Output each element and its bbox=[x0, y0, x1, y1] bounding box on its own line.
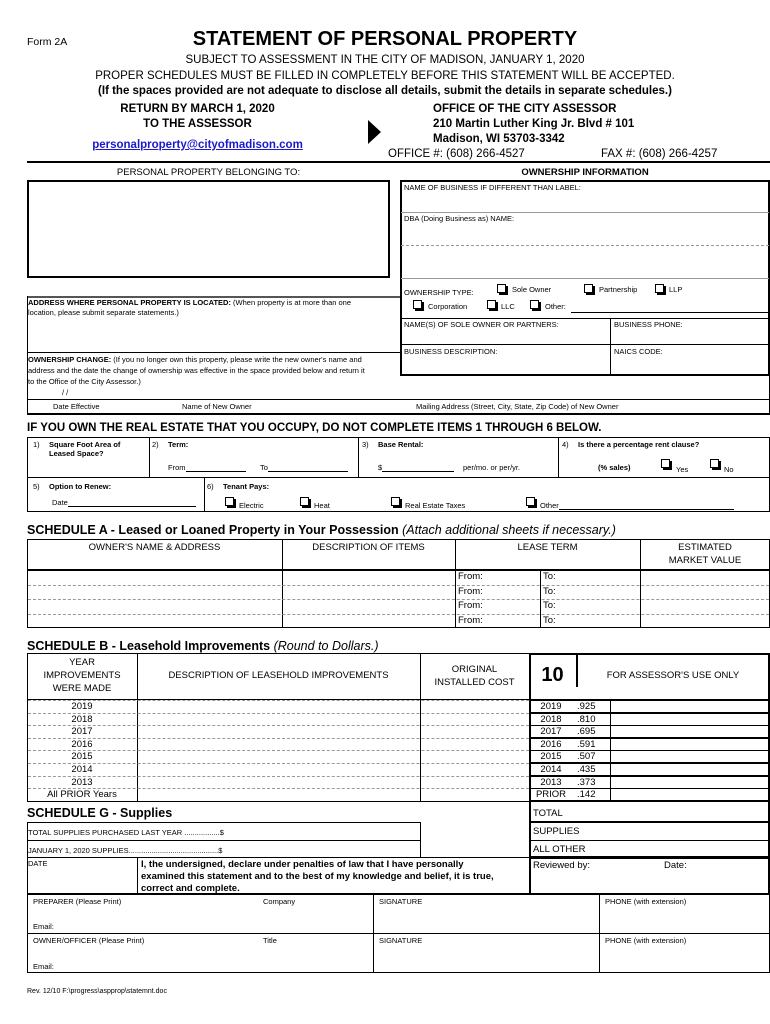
divider bbox=[28, 585, 769, 586]
schedule-b-note: (Round to Dollars.) bbox=[273, 639, 379, 653]
page-title: STATEMENT OF PERSONAL PROPERTY bbox=[192, 28, 578, 50]
electric-label: Electric bbox=[239, 501, 264, 510]
partnership-checkbox[interactable] bbox=[584, 284, 593, 293]
assessor-year: 2015 bbox=[540, 751, 562, 763]
office-fax: FAX #: (608) 266-4257 bbox=[601, 148, 718, 160]
col-year-1: YEAR bbox=[69, 657, 95, 668]
divider bbox=[27, 840, 421, 841]
item5-label: Option to Renew: bbox=[49, 482, 112, 491]
january-supplies[interactable]: JANUARY 1, 2020 SUPPLIES...........................................$ bbox=[28, 846, 223, 855]
business-description-label: BUSINESS DESCRIPTION: bbox=[404, 347, 498, 356]
year-cell: 2017 bbox=[71, 726, 93, 738]
schedule-g-title: SCHEDULE G - Supplies bbox=[27, 806, 173, 820]
year-cell: 2019 bbox=[71, 701, 93, 712]
address-label-text: (When property is at more than one bbox=[233, 298, 352, 307]
item1-label2: Leased Space? bbox=[49, 449, 104, 458]
divider bbox=[401, 212, 769, 213]
divider bbox=[27, 569, 770, 571]
no-checkbox[interactable] bbox=[710, 459, 719, 468]
divider bbox=[610, 776, 611, 789]
belonging-label: PERSONAL PROPERTY BELONGING TO: bbox=[116, 167, 301, 178]
company-label: Company bbox=[263, 897, 296, 906]
divider bbox=[610, 763, 611, 776]
address-label-text2: location, please submit separate statements.) bbox=[28, 308, 179, 317]
item5-number: 5) bbox=[33, 482, 40, 491]
lease-to-cell[interactable]: To: bbox=[543, 585, 556, 597]
corporation-checkbox[interactable] bbox=[413, 300, 422, 309]
arrow-right-icon bbox=[368, 120, 381, 144]
ownership-change-text2: address and the date the change of ownership was effective in the space provided below and return it bbox=[28, 366, 365, 375]
other-pays-input[interactable] bbox=[540, 501, 734, 510]
preparer-label[interactable]: PREPARER (Please Print) bbox=[33, 897, 122, 906]
office-address1: 210 Martin Luther King Jr. Blvd # 101 bbox=[433, 118, 635, 130]
owner-signature-label[interactable]: SIGNATURE bbox=[379, 936, 423, 945]
ownership-change-label bbox=[28, 355, 362, 364]
col-owner-name: OWNER'S NAME & ADDRESS bbox=[88, 542, 221, 553]
divider bbox=[27, 161, 770, 163]
other-input[interactable] bbox=[571, 312, 768, 313]
belonging-box[interactable] bbox=[27, 180, 390, 278]
item6-number: 6) bbox=[207, 482, 214, 491]
reviewed-by-label: Reviewed by: bbox=[533, 860, 591, 871]
divider bbox=[610, 750, 611, 763]
lease-to-cell[interactable]: To: bbox=[543, 614, 556, 626]
divider bbox=[401, 278, 769, 279]
divider bbox=[610, 713, 611, 726]
item4-label: Is there a percentage rent clause? bbox=[578, 440, 700, 449]
schedule-a-heading bbox=[27, 523, 616, 537]
llc-checkbox[interactable] bbox=[487, 300, 496, 309]
col-market-value-2: MARKET VALUE bbox=[668, 555, 742, 566]
depreciation-factor: .435 bbox=[577, 764, 596, 775]
divider bbox=[373, 894, 374, 973]
yes-label: Yes bbox=[676, 465, 689, 474]
divider bbox=[358, 437, 359, 477]
ownership-change-text3: to the Office of the City Assessor.) bbox=[28, 377, 141, 386]
yes-checkbox[interactable] bbox=[661, 459, 670, 468]
date-effective-label: Date Effective bbox=[53, 402, 100, 411]
divider bbox=[137, 857, 138, 894]
divider bbox=[610, 725, 611, 738]
ownership-change-text: (If you no longer own this property, please write the new owner's name and bbox=[113, 355, 362, 364]
divider bbox=[27, 399, 770, 400]
lease-to-cell[interactable]: To: bbox=[543, 571, 556, 582]
owners-label: NAME(S) OF SOLE OWNER OR PARTNERS: bbox=[404, 320, 559, 329]
corporation-label: Corporation bbox=[428, 302, 468, 311]
divider bbox=[610, 700, 611, 713]
term-to[interactable] bbox=[260, 463, 348, 472]
other-checkbox[interactable] bbox=[530, 300, 539, 309]
divider bbox=[558, 437, 559, 477]
divider bbox=[529, 840, 770, 841]
depreciation-factor: .810 bbox=[577, 713, 596, 725]
col-year-2: IMPROVEMENTS bbox=[43, 670, 121, 681]
item2-number: 2) bbox=[152, 440, 159, 449]
year-cell: 2018 bbox=[71, 713, 93, 725]
declaration-text bbox=[141, 859, 494, 895]
divider bbox=[401, 344, 769, 345]
schedule-b-title: SCHEDULE B - Leasehold Improvements bbox=[27, 639, 271, 653]
base-rental-input[interactable] bbox=[378, 463, 454, 472]
subtitle-details: (If the spaces provided are not adequate to disclose all details, submit the details in separate schedules.) bbox=[98, 85, 672, 97]
depreciation-factor: .507 bbox=[577, 751, 596, 763]
subtitle-schedules: PROPER SCHEDULES MUST BE FILLED IN COMPLETELY BEFORE THIS STATEMENT WILL BE ACCEPTED. bbox=[95, 70, 675, 82]
term-from[interactable] bbox=[168, 463, 246, 472]
date-effective-input[interactable]: / / bbox=[62, 388, 69, 397]
depreciation-factor: .925 bbox=[577, 701, 596, 712]
real-estate-taxes-label: Real Estate Taxes bbox=[405, 501, 466, 510]
col-description: DESCRIPTION OF ITEMS bbox=[312, 542, 425, 553]
return-deadline: RETURN BY MARCH 1, 2020 bbox=[120, 103, 275, 115]
assessor-year: 2017 bbox=[540, 726, 562, 738]
new-owner-label: Name of New Owner bbox=[182, 402, 252, 411]
per-label: per/mo. or per/yr. bbox=[463, 463, 521, 472]
col-improvement-description: DESCRIPTION OF LEASEHOLD IMPROVEMENTS bbox=[168, 670, 389, 681]
heat-checkbox[interactable] bbox=[300, 497, 309, 506]
supplies-label: SUPPLIES bbox=[533, 826, 580, 837]
sole-owner-label: Sole Owner bbox=[512, 285, 552, 294]
assessor-year: 2016 bbox=[540, 738, 562, 750]
col-cost bbox=[420, 663, 529, 689]
col-year-3: WERE MADE bbox=[52, 683, 112, 694]
assessor-year: 2019 bbox=[540, 701, 562, 712]
divider bbox=[401, 318, 769, 319]
year-cell: All PRIOR Years bbox=[47, 789, 117, 801]
col-cost-2: INSTALLED COST bbox=[434, 677, 515, 688]
renew-date-input[interactable] bbox=[52, 498, 196, 507]
partnership-label: Partnership bbox=[599, 285, 638, 294]
real-estate-taxes-checkbox[interactable] bbox=[391, 497, 400, 506]
declaration-line3: correct and complete. bbox=[141, 883, 240, 894]
heat-label: Heat bbox=[314, 501, 330, 510]
no-label: No bbox=[724, 465, 734, 474]
assessor-year: 2014 bbox=[540, 764, 562, 775]
items-heading: IF YOU OWN THE REAL ESTATE THAT YOU OCCUPY, DO NOT COMPLETE ITEMS 1 THROUGH 6 BELOW. bbox=[27, 422, 602, 434]
office-phone: OFFICE #: (608) 266-4527 bbox=[388, 148, 525, 160]
divider bbox=[610, 318, 611, 375]
naics-label: NAICS CODE: bbox=[614, 347, 663, 356]
ownership-title: OWNERSHIP INFORMATION bbox=[521, 167, 649, 178]
from-label: From bbox=[168, 463, 186, 472]
llp-label: LLP bbox=[669, 285, 683, 294]
office-address2: Madison, WI 53703-3342 bbox=[433, 133, 565, 145]
business-name-label: NAME OF BUSINESS IF DIFFERENT THAN LABEL: bbox=[404, 183, 581, 192]
total-supplies-purchased[interactable]: TOTAL SUPPLIES PURCHASED LAST YEAR .................$ bbox=[28, 828, 224, 837]
schedule-b-heading bbox=[27, 639, 379, 653]
depreciation-factor: .591 bbox=[577, 738, 596, 750]
item1-label: Square Foot Area of bbox=[49, 440, 121, 449]
divider bbox=[27, 933, 770, 934]
lease-from-cell[interactable]: From: bbox=[458, 585, 483, 597]
assessor-use-label: FOR ASSESSOR'S USE ONLY bbox=[606, 670, 740, 681]
item1-number: 1) bbox=[33, 440, 40, 449]
owner-phone-label[interactable]: PHONE (with extension) bbox=[605, 936, 687, 945]
electric-checkbox[interactable] bbox=[225, 497, 234, 506]
sole-owner-checkbox[interactable] bbox=[497, 284, 506, 293]
col-market-value: ESTIMATED bbox=[678, 542, 732, 553]
to-label: To bbox=[260, 463, 268, 472]
item2-label: Term: bbox=[168, 440, 189, 449]
divider bbox=[28, 614, 769, 615]
lease-to-cell[interactable]: To: bbox=[543, 600, 556, 611]
col-cost-1: ORIGINAL bbox=[451, 664, 498, 675]
preparer-email-label[interactable]: Email: bbox=[33, 922, 54, 931]
divider bbox=[27, 413, 770, 415]
divider bbox=[149, 437, 150, 477]
business-phone-label: BUSINESS PHONE: bbox=[614, 320, 683, 329]
divider bbox=[27, 352, 400, 353]
preparer-signature-label[interactable]: SIGNATURE bbox=[379, 897, 423, 906]
assessor-year: 2013 bbox=[540, 776, 562, 788]
preparer-phone-label[interactable]: PHONE (with extension) bbox=[605, 897, 687, 906]
llp-checkbox[interactable] bbox=[655, 284, 664, 293]
divider bbox=[529, 821, 770, 823]
return-to: TO THE ASSESSOR bbox=[143, 118, 252, 130]
col-lease-term: LEASE TERM bbox=[517, 542, 578, 553]
subtitle-assessment: SUBJECT TO ASSESSMENT IN THE CITY OF MADISON, JANUARY 1, 2020 bbox=[185, 54, 585, 66]
col-year bbox=[27, 656, 137, 695]
owner-title-label: Title bbox=[263, 936, 277, 945]
other-label: Other: bbox=[545, 302, 566, 311]
schedule-a-note: (Attach additional sheets if necessary.) bbox=[402, 523, 616, 537]
lease-from-cell[interactable]: From: bbox=[458, 571, 483, 582]
divider bbox=[27, 801, 529, 802]
item3-number: 3) bbox=[362, 440, 369, 449]
declaration-line1: I, the undersigned, declare under penalties of law that I have personally bbox=[141, 859, 464, 870]
mailing-address-label: Mailing Address (Street, City, State, Zip Code) of New Owner bbox=[416, 402, 619, 411]
owner-label[interactable]: OWNER/OFFICER (Please Print) bbox=[33, 936, 145, 945]
ownership-change-bold: OWNERSHIP CHANGE: bbox=[28, 355, 112, 364]
item3-label: Base Rental: bbox=[378, 440, 424, 449]
address-label-bold: ADDRESS WHERE PERSONAL PROPERTY IS LOCATED: bbox=[28, 298, 231, 307]
revision-footer: Rev. 12/10 F:\progress\aspprop\statemnt.doc bbox=[27, 988, 167, 995]
assessor-year: 2018 bbox=[540, 713, 562, 725]
divider bbox=[401, 245, 769, 246]
dollar-sign: $ bbox=[378, 463, 383, 472]
office-name: OFFICE OF THE CITY ASSESSOR bbox=[433, 103, 617, 115]
year-cell: 2015 bbox=[71, 751, 93, 763]
divider bbox=[599, 894, 600, 973]
divider bbox=[204, 477, 205, 512]
form-id: Form 2A bbox=[27, 36, 68, 48]
year-cell: 2013 bbox=[71, 776, 93, 788]
address-label bbox=[28, 298, 351, 307]
ownership-type-label: OWNERSHIP TYPE: bbox=[404, 288, 474, 297]
renew-date-label: Date bbox=[52, 498, 68, 507]
depreciation-factor: .695 bbox=[577, 726, 596, 738]
email-link[interactable]: personalproperty@cityofmadison.com bbox=[92, 139, 303, 151]
depreciation-factor: .142 bbox=[577, 789, 596, 801]
lease-from-cell[interactable]: From: bbox=[458, 600, 483, 611]
llc-label: LLC bbox=[501, 302, 515, 311]
owner-email-label[interactable]: Email: bbox=[33, 962, 54, 971]
depreciation-factor: .373 bbox=[577, 776, 596, 788]
divider bbox=[27, 477, 770, 478]
code-number: 10 bbox=[541, 664, 564, 686]
all-other-label: ALL OTHER bbox=[533, 844, 586, 855]
item6-label: Tenant Pays: bbox=[223, 482, 270, 491]
year-cell: 2016 bbox=[71, 738, 93, 750]
declaration-line2: examined this statement and to the best of my knowledge and belief, it is true, bbox=[141, 871, 494, 882]
assessor-year: PRIOR bbox=[535, 789, 567, 801]
lease-from-cell[interactable]: From: bbox=[458, 614, 483, 626]
review-date-label: Date: bbox=[664, 860, 687, 871]
other-pays-checkbox[interactable] bbox=[526, 497, 535, 506]
item4-number: 4) bbox=[562, 440, 569, 449]
declaration-date-label: DATE bbox=[28, 859, 48, 868]
divider bbox=[610, 738, 611, 751]
dba-label: DBA (Doing Business as) NAME: bbox=[404, 214, 515, 223]
other-pays-label: Other bbox=[540, 501, 559, 510]
schedule-a-title: SCHEDULE A - Leased or Loaned Property in Your Possession bbox=[27, 523, 399, 537]
sales-label: (% sales) bbox=[598, 463, 631, 472]
year-cell: 2014 bbox=[71, 764, 93, 775]
divider bbox=[28, 599, 769, 600]
total-label: TOTAL bbox=[533, 808, 563, 819]
